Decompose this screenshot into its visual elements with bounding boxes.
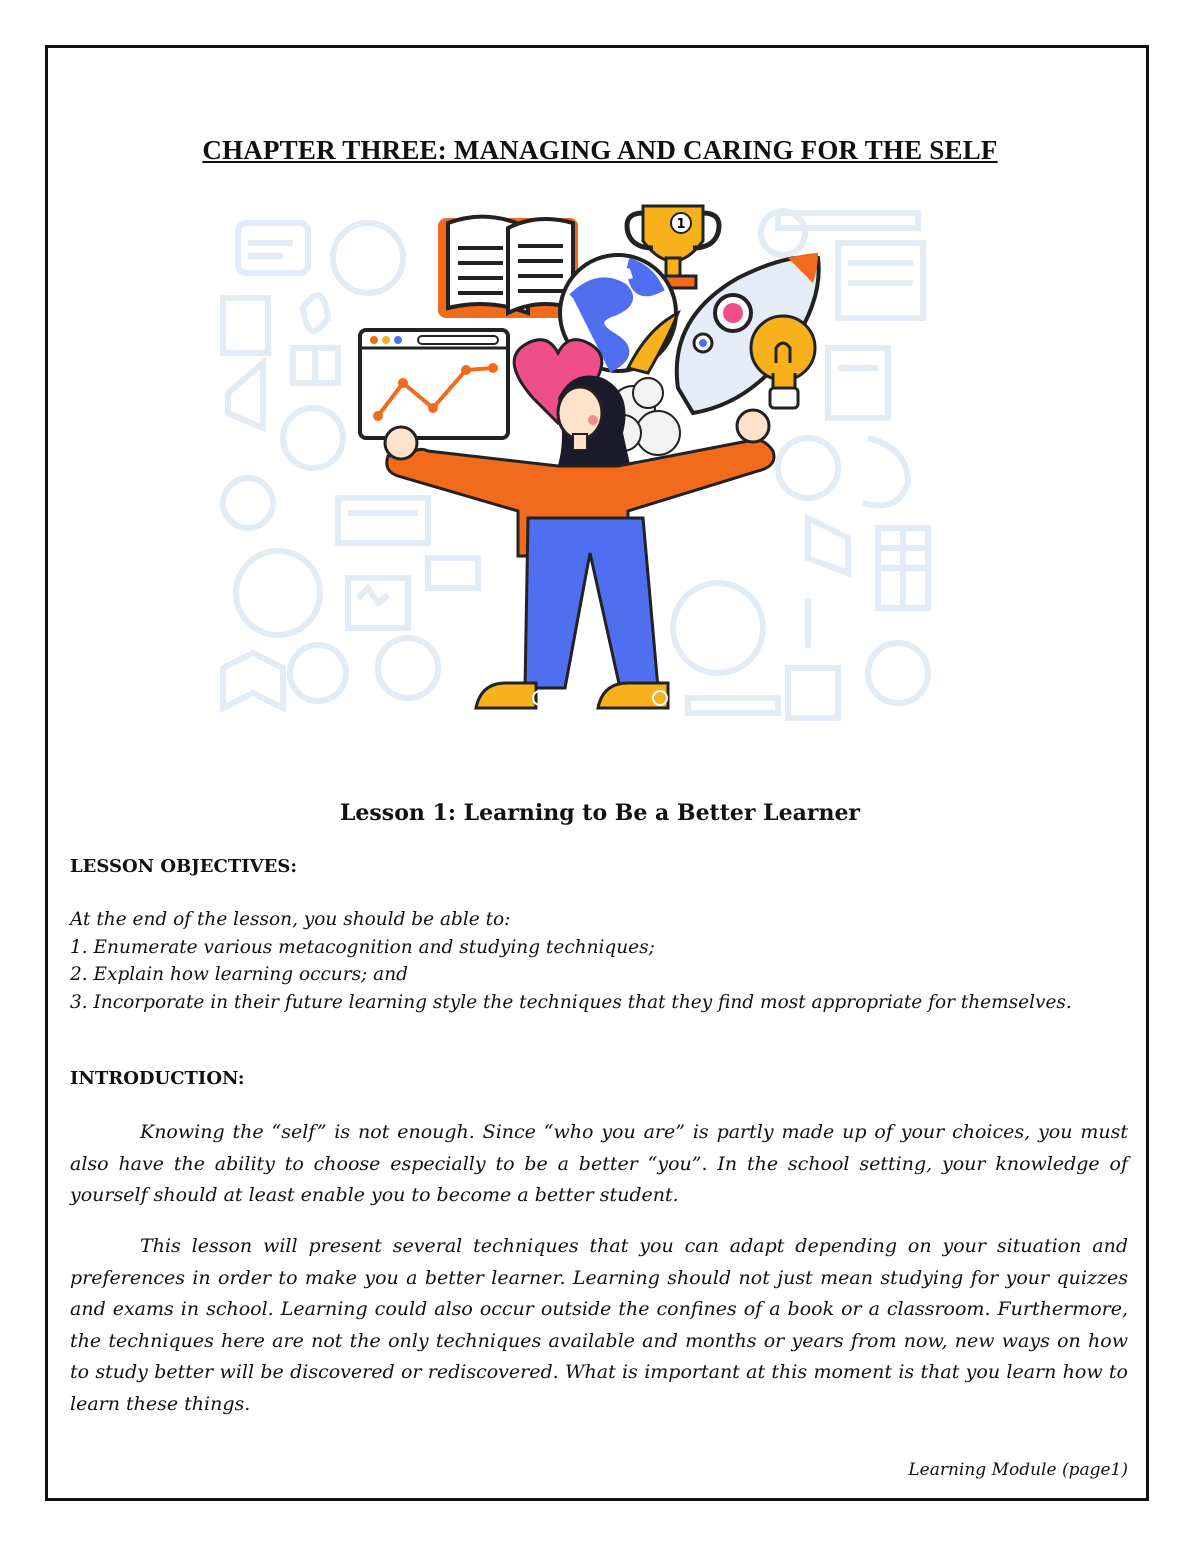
trophy-rank-label: 1 bbox=[676, 217, 686, 232]
page-footer: Learning Module (page1) bbox=[908, 1460, 1128, 1480]
objectives-list bbox=[70, 906, 1140, 1016]
lesson-title: Lesson 1: Learning to Be a Better Learner bbox=[339, 800, 861, 826]
objectives-intro: At the end of the lesson, you should be able to: bbox=[70, 909, 511, 930]
book-icon bbox=[438, 217, 578, 318]
objective-item: 3. Incorporate in their future learning style the techniques that they find most appropriate for themselves. bbox=[70, 991, 1072, 1013]
lightbulb-icon bbox=[751, 316, 815, 408]
learner-illustration bbox=[218, 198, 932, 738]
objectives-heading: LESSON OBJECTIVES: bbox=[70, 856, 297, 877]
intro-paragraph: Knowing the “self” is not enough. Since “who you are” is partly made up of your choices, you must also have the ability to choose especially to be a better “you”. In the school setting, your knowledge of yourself should at least enable you to become a better student. bbox=[70, 1121, 1128, 1206]
chapter-title: CHAPTER THREE: MANAGING AND CARING FOR THE SELF bbox=[202, 135, 998, 165]
chart-window-icon bbox=[360, 330, 508, 438]
intro-paragraph: This lesson will present several techniques that you can adapt depending on your situation and preferences in order to make you a better learner. Learning should not just mean studying for your quizzes and exams in school. Learning could also occur outside the confines of a book or a classroom. Furthermore, the techniques here are not the only techniques available and months or years from now, new ways on how to study better will be discovered or rediscovered. What is important at this moment is that you learn how to learn these things. bbox=[70, 1235, 1128, 1415]
objective-item: 2. Explain how learning occurs; and bbox=[70, 964, 408, 985]
objective-item: 1. Enumerate various metacognition and studying techniques; bbox=[70, 936, 655, 958]
introduction-heading: INTRODUCTION: bbox=[70, 1068, 245, 1089]
